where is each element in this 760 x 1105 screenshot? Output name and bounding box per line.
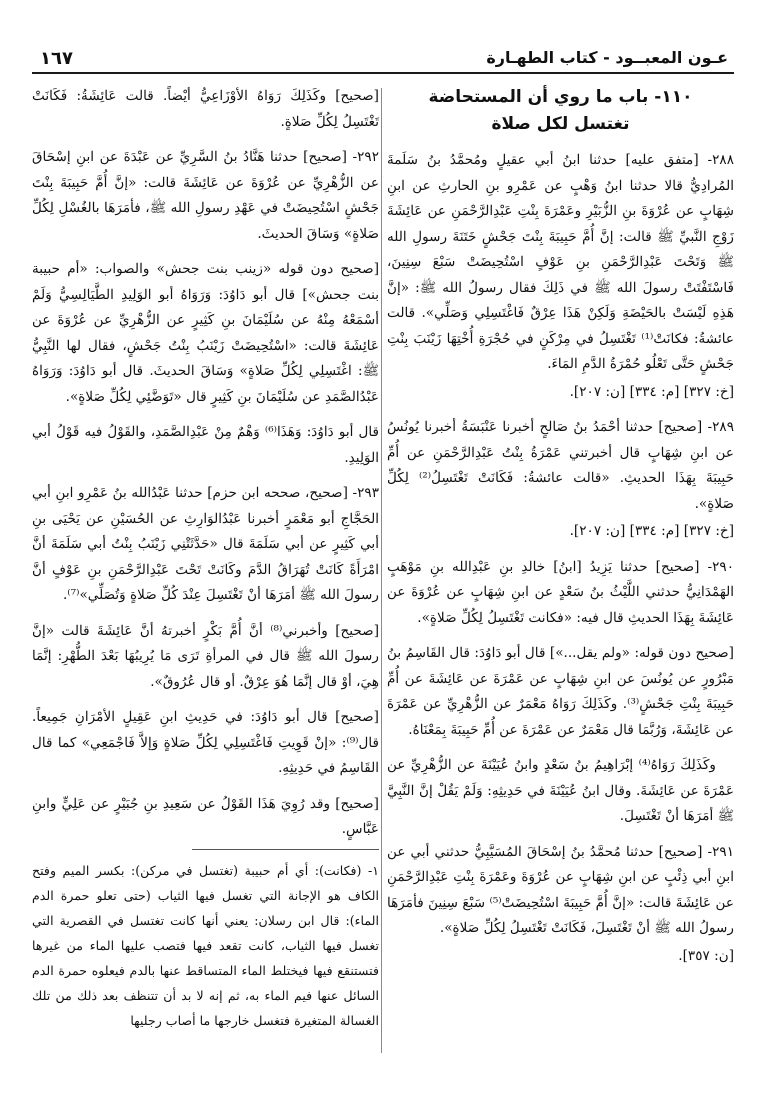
column-divider [381,88,382,1053]
hadith-289: ٢٨٩- [صحيح] حدثنا أحْمَدُ بنُ صَالحٍ أخبرنا عَنْبَسَةُ أخبرنا يُونُسُ عن ابنِ شِهَابٍ قال أخبرتني عَمْرَةُ بِنْتُ عَبْدِالرَّحْمَنِ عن أُمِّ حَبِيبَةَ بِهَذَا الحديثِ. «قالت عائشةُ: فَكَانَتْ تَغْتَسِلُ⁽²⁾ لِكُلِّ صَلاةٍ». [387,419,734,512]
commentary-paragraph: [صحيح دون قوله «زينب بنت جحش» والصواب: «أم حبيبة بنت جحش»] قال أبو دَاوُدَ: وَرَوَاهُ أبو الوَلِيدِ الطَّيَالِسِيُّ وَلَمْ أسْمَعْهُ مِنْهُ عن سُلَيْمَانَ بنِ كَثِيرٍ عن الزُّهْرِيِّ عن عُرْوَةَ عن عَائِشَةَ قالت: «اسْتُحِيضَتْ زَيْنَبُ بِنْتُ جَحْشٍ، فقال لها النَّبِيُّ ﷺ: اغْتَسِلِي لِكُلِّ صَلاةٍ» وَسَاقَ الحديثَ. قال أبو دَاوُدَ: وَرَوَاهُ عَبْدُالصَّمَدِ عن سُلَيْمَانَ بنِ كَثِيرٍ قال «تَوَضَّئِي لِكُلِّ صَلاةٍ». [32,261,379,405]
running-title: عـون المعبــود - كتاب الطهـارة [486,48,728,67]
reference-line: [خ: ٣٢٧] [م: ٣٣٤] [ن: ٢٠٧]. [569,383,734,400]
commentary-paragraph: [صحيح دون قوله: «ولم يقل...»] قال أبو دَاوُدَ: قال القَاسِمُ بنُ مَبْرُورٍ عن يُونُسَ عن ابنِ شِهَابٍ عن عَمْرَةَ عن عَائِشَةَ عن أُمِّ حَبِيبَةَ بِنْتِ جَحْشٍ⁽³⁾. وكَذَلِكَ رَوَاهُ مَعْمَرٌ عن الزُّهْرِيِّ عن عَمْرَةَ عن عَائِشَةَ، وَرُبَّمَا قال مَعْمَرٌ عن عَمْرَةَ عن أُمِّ حَبِيبَةَ بِمَعْنَاهُ. [387,645,734,738]
reference-line: [خ: ٣٢٧] [م: ٣٣٤] [ن: ٢٠٧]. [569,523,734,539]
commentary-paragraph: [صحيح] وقد رُوِيَ هَذَا القَوْلُ عن سَعِيدِ بنِ جُبَيْرٍ عن عَلِيٍّ وابنِ عَبَّاسٍ. [32,795,379,837]
hadith-288: ٢٨٨- [متفق عليه] حدثنا ابنُ أبي عقيلٍ ومُحمَّدُ بنُ سَلَمةَ المُرادِيُّ قالا حدثنا ابنُ وَهْبٍ عن عَمْرِو بنِ الحارثِ عن ابنِ شِهَابٍ عن عُرْوَةَ بنِ الزُّبَيْرِ وعَمْرَةَ بِنْتِ عَبْدِالرَّحْمَنِ عن عَائِشَةَ زَوْجِ النَّبيِّ ﷺ قالت: إنَّ أُمَّ حَبِيبَةَ بِنْتَ جَحْشٍ خَتَنَةَ رسولِ الله ﷺ وَتَحْتَ عَبْدِالرَّحْمَنِ بنِ عَوْفٍ اسْتُحِيضَتْ سَبْعَ سِنِينَ، فَاسْتَفْتَتْ رسولَ الله ﷺ في ذَلِكَ فقال رسولُ الله ﷺ: «إنَّ هَذِهِ لَيْسَتْ بالحَيْضَةِ وَلَكِنْ هَذَا عِرْقٌ فَاغْتَسِلِي وَصَلِّي». قالت عائشةُ: فكانَتْ⁽¹⁾ تَغْتَسِلُ في مِرْكَنٍ في حُجْرَةِ أُخْتِهَا زَيْنَبَ بِنْتِ جَحْشٍ حَتَّى تَعْلُو حُمْرَةُ الدَّمِ المَاءَ. [387,152,734,372]
hadith-293: ٢٩٣- [صحيح، صححه ابن حزم] حدثنا عَبْدُالله بنُ عَمْرِو ابنِ أبي الحَجَّاجِ أبو مَعْمَرٍ أخبرنا عَبْدُالوَارِثِ عن الحُسَيْنِ عن يَحْيَى بنِ أبي كَثِيرٍ عن أبي سَلَمَةَ قال «حَدَّثَتْنِي زَيْنَبُ بِنْتُ أبي سَلَمَةَ أنَّ امْرَأَةً كَانَتْ تُهَرَاقُ الدَّمَ وكَانَتْ تَحْتَ عَبْدِالرَّحْمَنِ بنِ عَوْفٍ أنَّ رسولَ الله ﷺ أمَرَهَا أنْ تَغْتَسِلَ عِنْدَ كُلِّ صَلاةٍ وَتُصَلِّي»⁽⁷⁾. [32,485,379,603]
commentary-paragraph: [صحيح] قال أبو دَاوُدَ: في حَدِيثِ ابنِ عَقِيلٍ الأمْرَانِ جَمِيعاً. قال⁽⁹⁾: «إنْ قَوِيتِ فَاغْتَسِلِي لِكُلِّ صَلاةٍ وَإلاَّ فَاجْمَعِي» كما قال القَاسِمُ في حَدِيثِهِ. [32,709,379,776]
page-number: ١٦٧ [40,48,73,69]
footnote: ١- (فكانت): أي أم حبيبة (تغتسل في مركن): بكسر الميم وفتح الكاف هو الإجانة التي تغسل فيها الثياب (حتى تعلو حمرة الدم الماء): قال ابن رسلان: يعني أنها كانت تغتسل في القصرية التي تغسل فيها الثياب، كانت تقعد فيها فتصب عليها الماء من غيرها فتستنقع فيها فيختلط الماء المتساقط عنها بالدم فيعلوه حمرة الدم السائل عنها فيم الماء به، ثم إنه لا بد أن تتنظف بعد ذلك من تلك الغسالة المتغيرة فتغسل خارجها ما أصاب رجليها [32,862,379,1028]
hadith-292: ٢٩٢- [صحيح] حدثنا هَنَّادُ بنُ السَّرِيِّ عن عَبْدَةَ عن ابنِ إسْحَاقَ عن الزُّهْرِيِّ عن عُرْوَةَ عن عَائِشَةَ قالت: «إنَّ أُمَّ حَبِيبَةَ بِنْتَ جَحْشٍ اسْتُحِيضَتْ في عَهْدِ رسولِ الله ﷺ، فأمَرَهَا بالغُسْلِ لِكُلِّ صَلاةٍ» وَسَاقَ الحديثَ. [32,149,379,242]
right-column [387,84,734,971]
commentary-paragraph: قال أبو دَاوُدَ: وَهَذَا⁽⁶⁾ وَهْمٌ مِنْ عَبْدِالصَّمَدِ، والقَوْلُ فيه قَوْلُ أبي الوَلِيدِ. [32,424,379,466]
footnote-divider [192,849,379,850]
commentary-paragraph: [صحيح] وأخبرني⁽⁸⁾ أنَّ أُمَّ بَكْرٍ أخبرتهُ أنَّ عَائِشَةَ قالت «إنَّ رسولَ الله ﷺ قال في المرأةِ تَرَى مَا يُرِيبُهَا بَعْدَ الطُّهْرِ: إنَّمَا هِيَ، أوْ قال إنَّمَا هُوَ عِرْقٌ. أو قال عُرُوقٌ». [32,622,379,690]
reference-line: [ن: ٣٥٧]. [678,947,734,964]
left-column [32,84,379,1033]
page-header [32,44,734,74]
commentary-paragraph: [صحيح] وكَذَلِكَ رَوَاهُ الأوْزَاعِيُّ أيْضاً. قالت عَائِشَةُ: فَكَانَتْ تَغْتَسِلُ لِكُلِّ صَلاةٍ. [32,88,379,130]
hadith-291: ٢٩١- [صحيح] حدثنا مُحمَّدُ بنُ إسْحَاقَ المُسَيَّبِيُّ حدثني أبي عن ابنِ أبي ذِئْبٍ عن ابنِ شِهَابٍ عن عُرْوَةَ وعَمْرَةَ بِنْتِ عَبْدِالرَّحْمَنِ عن عَائِشَةَ قالت: «إنَّ أُمَّ حَبِيبَةَ اسْتُحِيضَتْ⁽⁵⁾ سَبْعَ سِنِينَ فأمَرَهَا رسولُ الله ﷺ أنْ تَغْتَسِلَ، فَكَانَتْ تَغْتَسِلُ لِكُلِّ صَلاةٍ». [387,843,734,936]
commentary-paragraph: وكَذَلِكَ رَوَاهُ⁽⁴⁾ إبْرَاهِيمُ بنُ سَعْدٍ وابنُ عُيَيْنَةَ عن الزُّهْرِيِّ عن عَمْرَةَ عن عَائِشَةَ. وقال ابنُ عُيَيْنَةَ في حَدِيثِهِ: وَلَمْ يَقُلْ إنَّ النَّبِيَّ ﷺ أمَرَهَا أنْ تَغْتَسِلَ. [387,757,734,824]
hadith-290: ٢٩٠- [صحيح] حدثنا يَزِيدُ [ابنُ] خالدِ بنِ عَبْدِالله بنِ مَوْهَبٍ الهَمْدَانِيُّ حدثني اللَّيْثُ بنُ سَعْدٍ عن ابنِ شِهَابٍ عن عُرْوَةَ عن عَائِشَةَ بِهَذَا الحديثِ قال فيه: «فكانت تَغْتَسِلُ لِكُلِّ صَلاةٍ». [387,558,734,626]
chapter-title: ١١٠- باب ما روي أن المستحاضة تغتسل لكل صلاة [428,87,693,134]
